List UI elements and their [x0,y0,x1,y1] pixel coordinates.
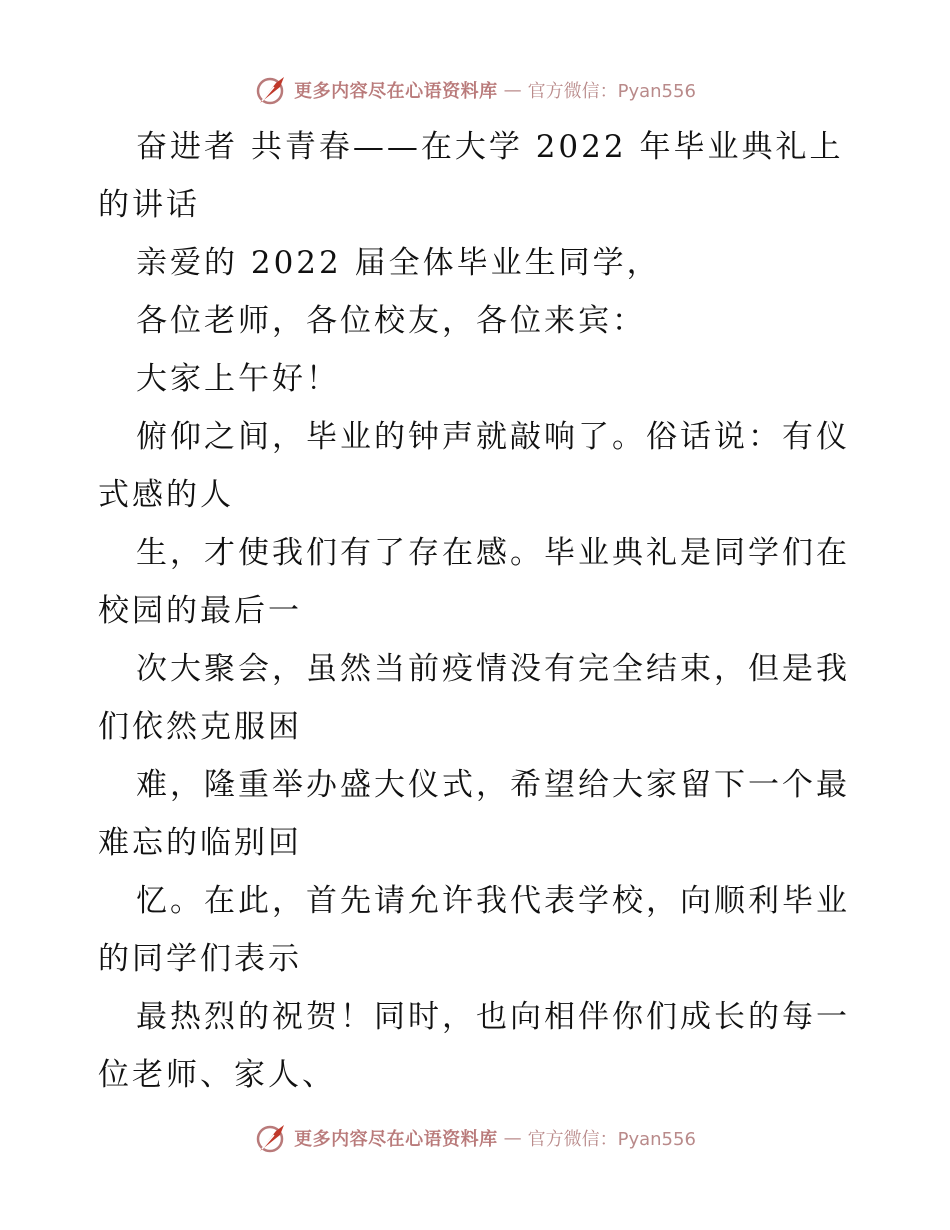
banner-separator: — [503,1127,522,1149]
banner-main-text: 更多内容尽在心语资料库 [294,81,498,102]
banner-wechat-text: 官方微信：Pyan556 [527,1129,696,1150]
salutation-guests: 各位老师，各位校友，各位来宾： [136,303,646,339]
paragraph-line: 俯仰之间，毕业的钟声就敲响了。俗话说：有仪 [136,419,850,455]
quill-pen-logo-icon [254,1121,288,1155]
paragraph-line: 生，才使我们有了存在感。毕业典礼是同学们在 [136,535,850,571]
paragraph-line: 最热烈的祝贺！同时，也向相伴你们成长的每一 [136,999,850,1035]
paragraph-line: 们依然克服困 [98,709,302,745]
footer-banner [0,1118,950,1158]
paragraph-line: 难忘的临别回 [98,825,302,861]
salutation-students: 亲爱的 2022 届全体毕业生同学， [136,245,661,281]
greeting: 大家上午好！ [136,361,340,397]
banner-separator: — [503,79,522,101]
paragraph-line: 的同学们表示 [98,941,302,977]
banner-wechat-text: 官方微信：Pyan556 [527,81,696,102]
paragraph-line: 忆。在此，首先请允许我代表学校，向顺利毕业 [136,883,850,919]
paragraph-line: 位老师、家人、 [98,1057,336,1093]
paragraph-line: 校园的最后一 [98,593,302,629]
header-banner [0,70,950,110]
paragraph-line: 难，隆重举办盛大仪式，希望给大家留下一个最 [136,767,850,803]
paragraph-line: 式感的人 [98,477,234,513]
paragraph-line: 次大聚会，虽然当前疫情没有完全结束，但是我 [136,651,850,687]
document-title: 奋进者 共青春——在大学 2022 年毕业典礼上 [136,129,844,165]
banner-main-text: 更多内容尽在心语资料库 [294,1129,498,1150]
document-title-continued: 的讲话 [98,187,200,223]
quill-pen-logo-icon [254,73,288,107]
